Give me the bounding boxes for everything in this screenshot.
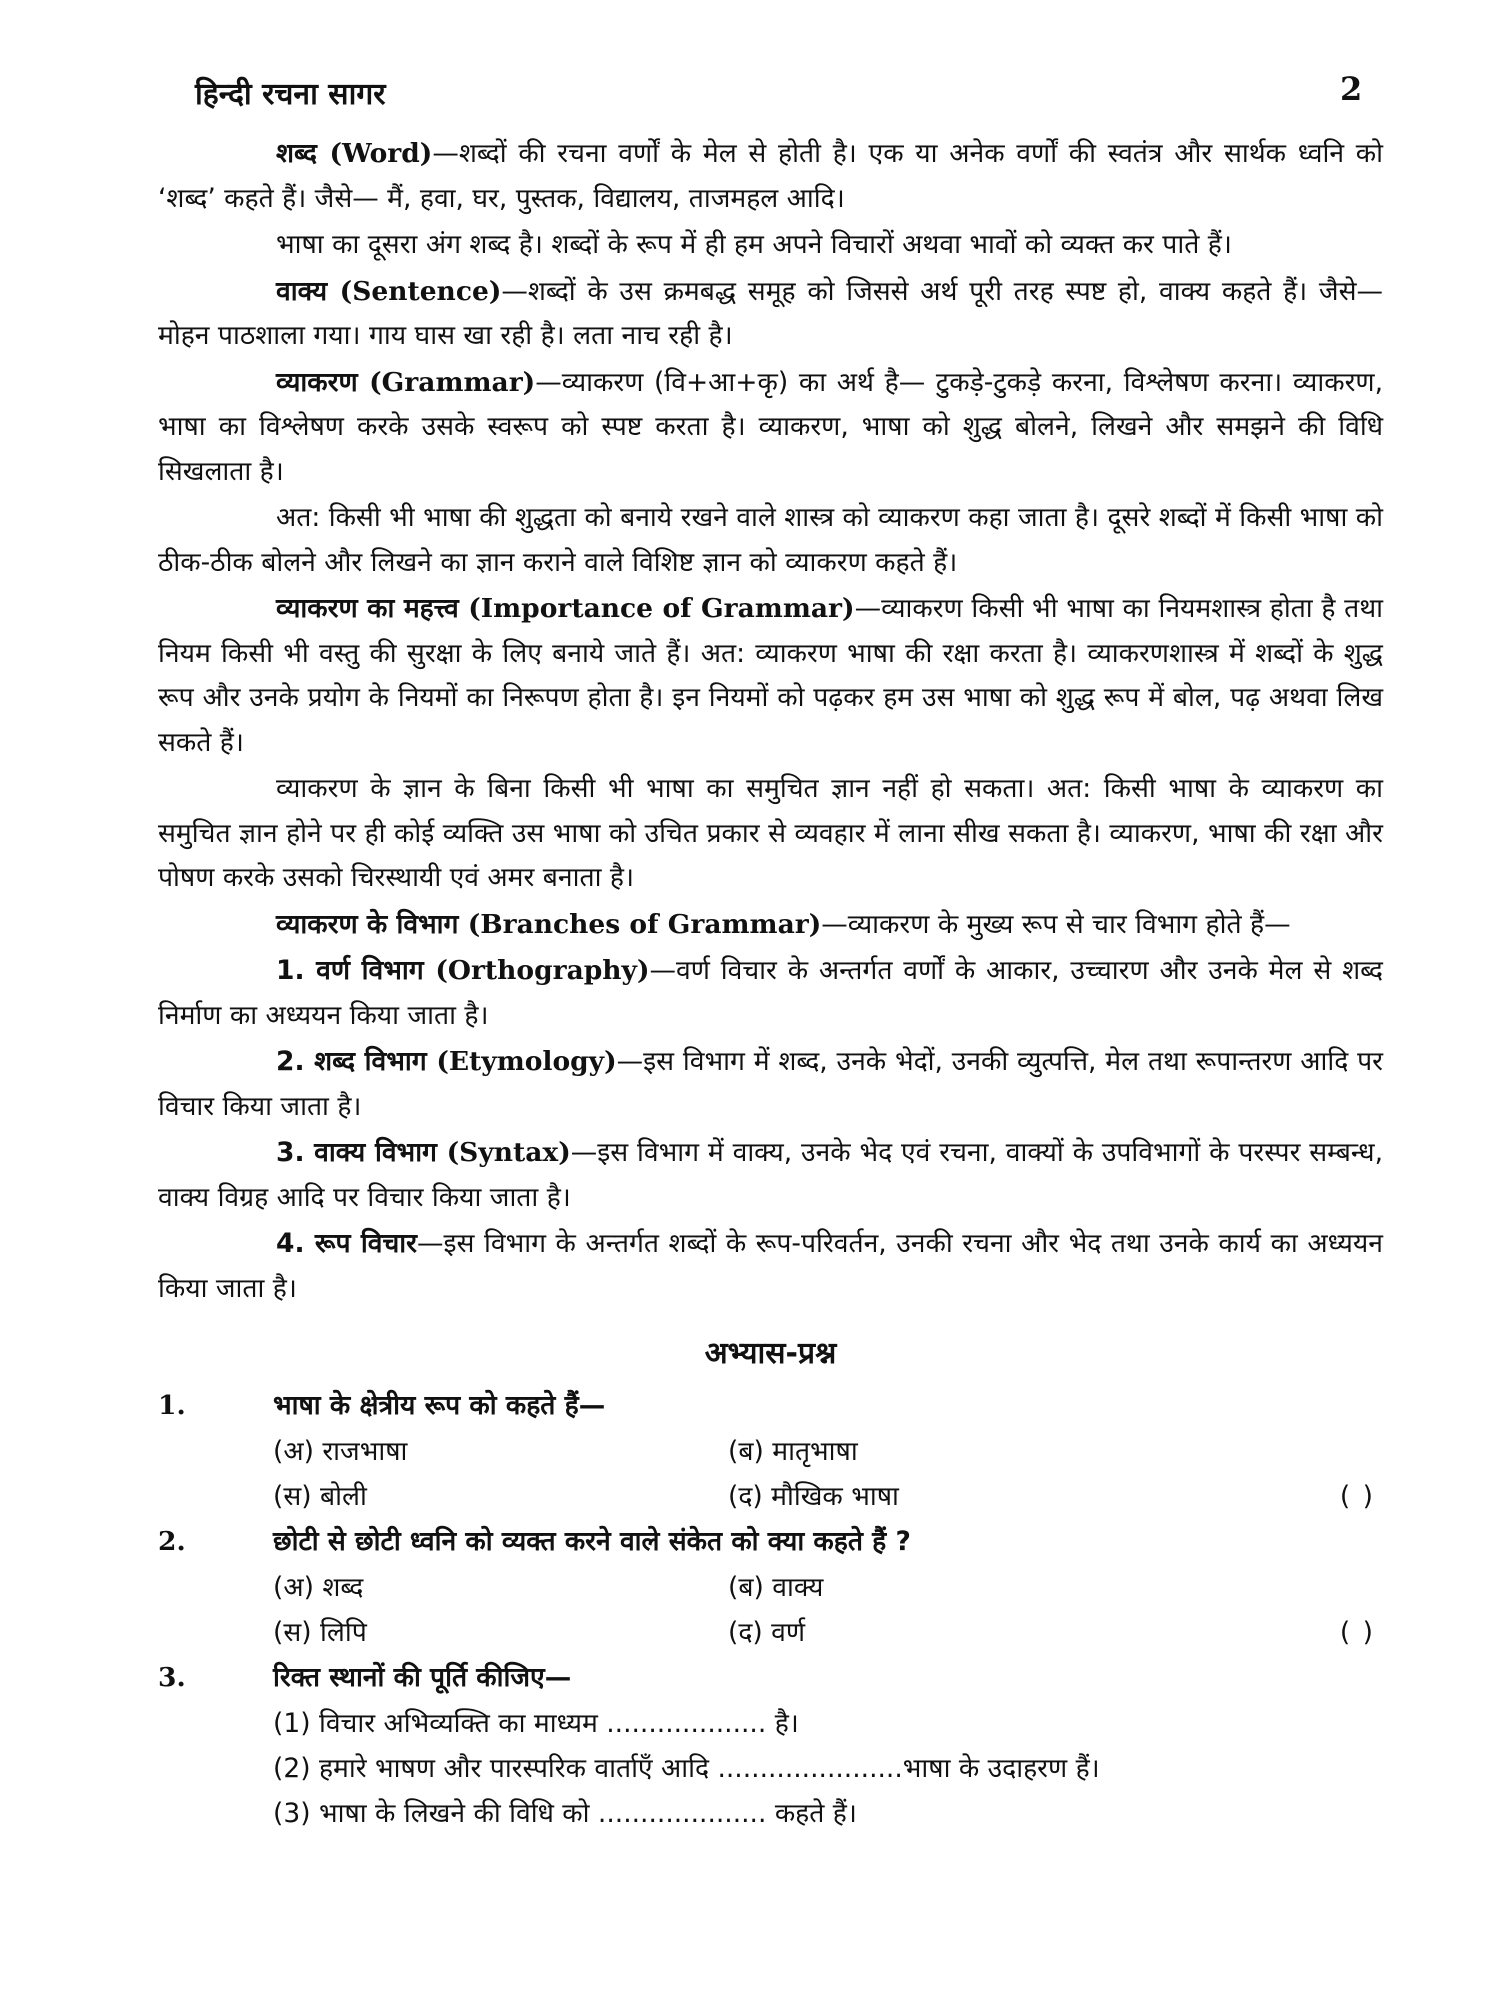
fill-blank-1: (1) विचार अभिव्यक्ति का माध्यम ................... है। — [273, 1708, 799, 1739]
term: 4. रूप विचार — [276, 1228, 417, 1259]
paragraph-word — [158, 132, 1383, 221]
option-c: (स) लिपि — [273, 1617, 367, 1648]
body-text — [158, 132, 1383, 1836]
paragraph-text: —वर्ण विचार के अन्तर्गत वर्णों के आकार, उच्चारण और उनके मेल से शब्द निर्माण का अध्ययन किया जाता है। — [158, 955, 1383, 1031]
option-row — [273, 1474, 1383, 1519]
paragraph-orthography — [158, 949, 1383, 1038]
paragraph — [158, 767, 1383, 901]
paragraph-branches — [158, 903, 1383, 948]
term: 1. वर्ण विभाग — [276, 955, 436, 986]
fill-blank-3: (3) भाषा के लिखने की विधि को .................... कहते हैं। — [273, 1798, 857, 1829]
paragraph-text: —व्याकरण किसी भी भाषा का नियमशास्त्र होता है तथा नियम किसी भी वस्तु की सुरक्षा के लिए बनाये जाते हैं। अत: व्याकरण भाषा की रक्षा करता है। व्याकरणशास्त्र में शब्दों के शुद्ध रूप और उनके प्रयोग के नियमों का निरूपण होता है। इन नियमों को पढ़कर हम उस भाषा को शुद्ध रूप में बोल, पढ़ अथवा लिख सकते हैं। — [158, 593, 1383, 758]
term-english: (Syntax) — [446, 1137, 571, 1168]
answer-box: ( ) — [1339, 1481, 1375, 1512]
question-3 — [158, 1655, 1383, 1701]
fill-blank-2: (2) हमारे भाषण और पारस्परिक वार्ताएँ आदि ......................भाषा के उदाहरण हैं। — [273, 1753, 1100, 1784]
option-a: (अ) राजभाषा — [273, 1436, 408, 1467]
paragraph-text: —इस विभाग के अन्तर्गत शब्दों के रूप-परिवर्तन, उनकी रचना और भेद तथा उनके कार्य का अध्ययन किया जाता है। — [158, 1228, 1383, 1304]
term-english: (Orthography) — [435, 955, 650, 986]
paragraph-text: अत: किसी भी भाषा की शुद्धता को बनाये रखने वाले शास्त्र को व्याकरण कहा जाता है। दूसरे शब्दों में किसी भाषा को ठीक-ठीक बोलने और लिखने का ज्ञान कराने वाले विशिष्ट ज्ञान को व्याकरण कहते हैं। — [158, 502, 1383, 578]
paragraph-text: —शब्दों की रचना वर्णों के मेल से होती है। एक या अनेक वर्णों की स्वतंत्र और सार्थक ध्वनि को ‘शब्द’ कहते हैं। जैसे— मैं, हवा, घर, पुस्तक, विद्यालय, ताजमहल आदि। — [158, 138, 1383, 214]
option-d: (द) वर्ण — [728, 1617, 806, 1648]
term-english: (Grammar) — [369, 366, 536, 398]
paragraph-morphology — [158, 1222, 1383, 1311]
paragraph-etymology — [158, 1040, 1383, 1129]
option-c: (स) बोली — [273, 1481, 367, 1512]
question-1 — [158, 1383, 1383, 1429]
option-row — [273, 1565, 1383, 1610]
option-a: (अ) शब्द — [273, 1572, 364, 1603]
paragraph-text: व्याकरण के ज्ञान के बिना किसी भी भाषा का समुचित ज्ञान नहीं हो सकता। अत: किसी भाषा के व्याकरण का समुचित ज्ञान होने पर ही कोई व्यक्ति उस भाषा को उचित प्रकार से व्यवहार में लाना सीख सकता है। व्याकरण, भाषा की रक्षा और पोषण करके उसको चिरस्थायी एवं अमर बनाता है। — [158, 773, 1383, 893]
term: शब्द — [276, 138, 330, 169]
question-number: 1. — [158, 1390, 186, 1421]
paragraph-syntax — [158, 1131, 1383, 1220]
paragraph-grammar — [158, 361, 1383, 495]
question-text: छोटी से छोटी ध्वनि को व्यक्त करने वाले संकेत को क्या कहते हैं ? — [273, 1526, 911, 1557]
term-english: (Word) — [329, 138, 433, 169]
paragraph-text: —व्याकरण (वि+आ+कृ) का अर्थ है— टुकड़े-टुकड़े करना, विश्लेषण करना। व्याकरण, भाषा का विश्लेषण करके उसके स्वरूप को स्पष्ट करता है। व्याकरण, भाषा को शुद्ध बोलने, लिखने और समझने की विधि सिखलाता है। — [158, 366, 1383, 487]
term: वाक्य — [276, 275, 340, 307]
option-b: (ब) मातृभाषा — [728, 1436, 858, 1467]
paragraph-text: —इस विभाग में शब्द, उनके भेदों, उनकी व्युत्पत्ति, मेल तथा रूपान्तरण आदि पर विचार किया जाता है। — [158, 1046, 1383, 1122]
option-d: (द) मौखिक भाषा — [728, 1481, 899, 1512]
option-row — [273, 1610, 1383, 1655]
question-number: 3. — [158, 1662, 186, 1693]
option-b: (ब) वाक्य — [728, 1572, 824, 1603]
answer-box: ( ) — [1339, 1617, 1375, 1648]
paragraph-text: —इस विभाग में वाक्य, उनके भेद एवं रचना, वाक्यों के उपविभागों के परस्पर सम्बन्ध, वाक्य विग्रह आदि पर विचार किया जाता है। — [158, 1137, 1383, 1213]
term: व्याकरण का महत्त्व — [276, 593, 469, 624]
question-2 — [158, 1519, 1383, 1565]
page-number: 2 — [1340, 70, 1363, 108]
paragraph-importance — [158, 587, 1383, 765]
term-english: (Branches of Grammar) — [467, 908, 822, 940]
term: 3. वाक्य विभाग — [276, 1137, 447, 1168]
question-2-options — [273, 1565, 1383, 1655]
question-1-options — [273, 1429, 1383, 1519]
paragraph-text: —शब्दों के उस क्रमबद्ध समूह को जिससे अर्थ पूरी तरह स्पष्ट हो, वाक्य कहते हैं। जैसे— मोहन पाठशाला गया। गाय घास खा रही है। लता नाच रही है। — [158, 275, 1383, 351]
running-head-title: हिन्दी रचना सागर — [195, 77, 386, 112]
question-number: 2. — [158, 1526, 186, 1557]
question-text: भाषा के क्षेत्रीय रूप को कहते हैं— — [273, 1390, 606, 1421]
term: 2. शब्द विभाग — [276, 1046, 437, 1077]
term-english: (Sentence) — [339, 275, 502, 307]
paragraph — [158, 223, 1383, 268]
term: व्याकरण — [276, 366, 370, 398]
exercise-heading: अभ्यास-प्रश्न — [704, 1336, 837, 1371]
term-english: (Etymology) — [436, 1046, 617, 1077]
term-english: (Importance of Grammar) — [468, 593, 855, 624]
paragraph-text: भाषा का दूसरा अंग शब्द है। शब्दों के रूप में ही हम अपने विचारों अथवा भावों को व्यक्त कर पाते हैं। — [276, 229, 1232, 260]
option-row — [273, 1429, 1383, 1474]
paragraph-text: —व्याकरण के मुख्य रूप से चार विभाग होते हैं— — [821, 908, 1291, 940]
paragraph-sentence — [158, 270, 1383, 359]
term: व्याकरण के विभाग — [276, 908, 468, 940]
paragraph — [158, 496, 1383, 585]
question-text: रिक्त स्थानों की पूर्ति कीजिए— — [273, 1662, 572, 1693]
